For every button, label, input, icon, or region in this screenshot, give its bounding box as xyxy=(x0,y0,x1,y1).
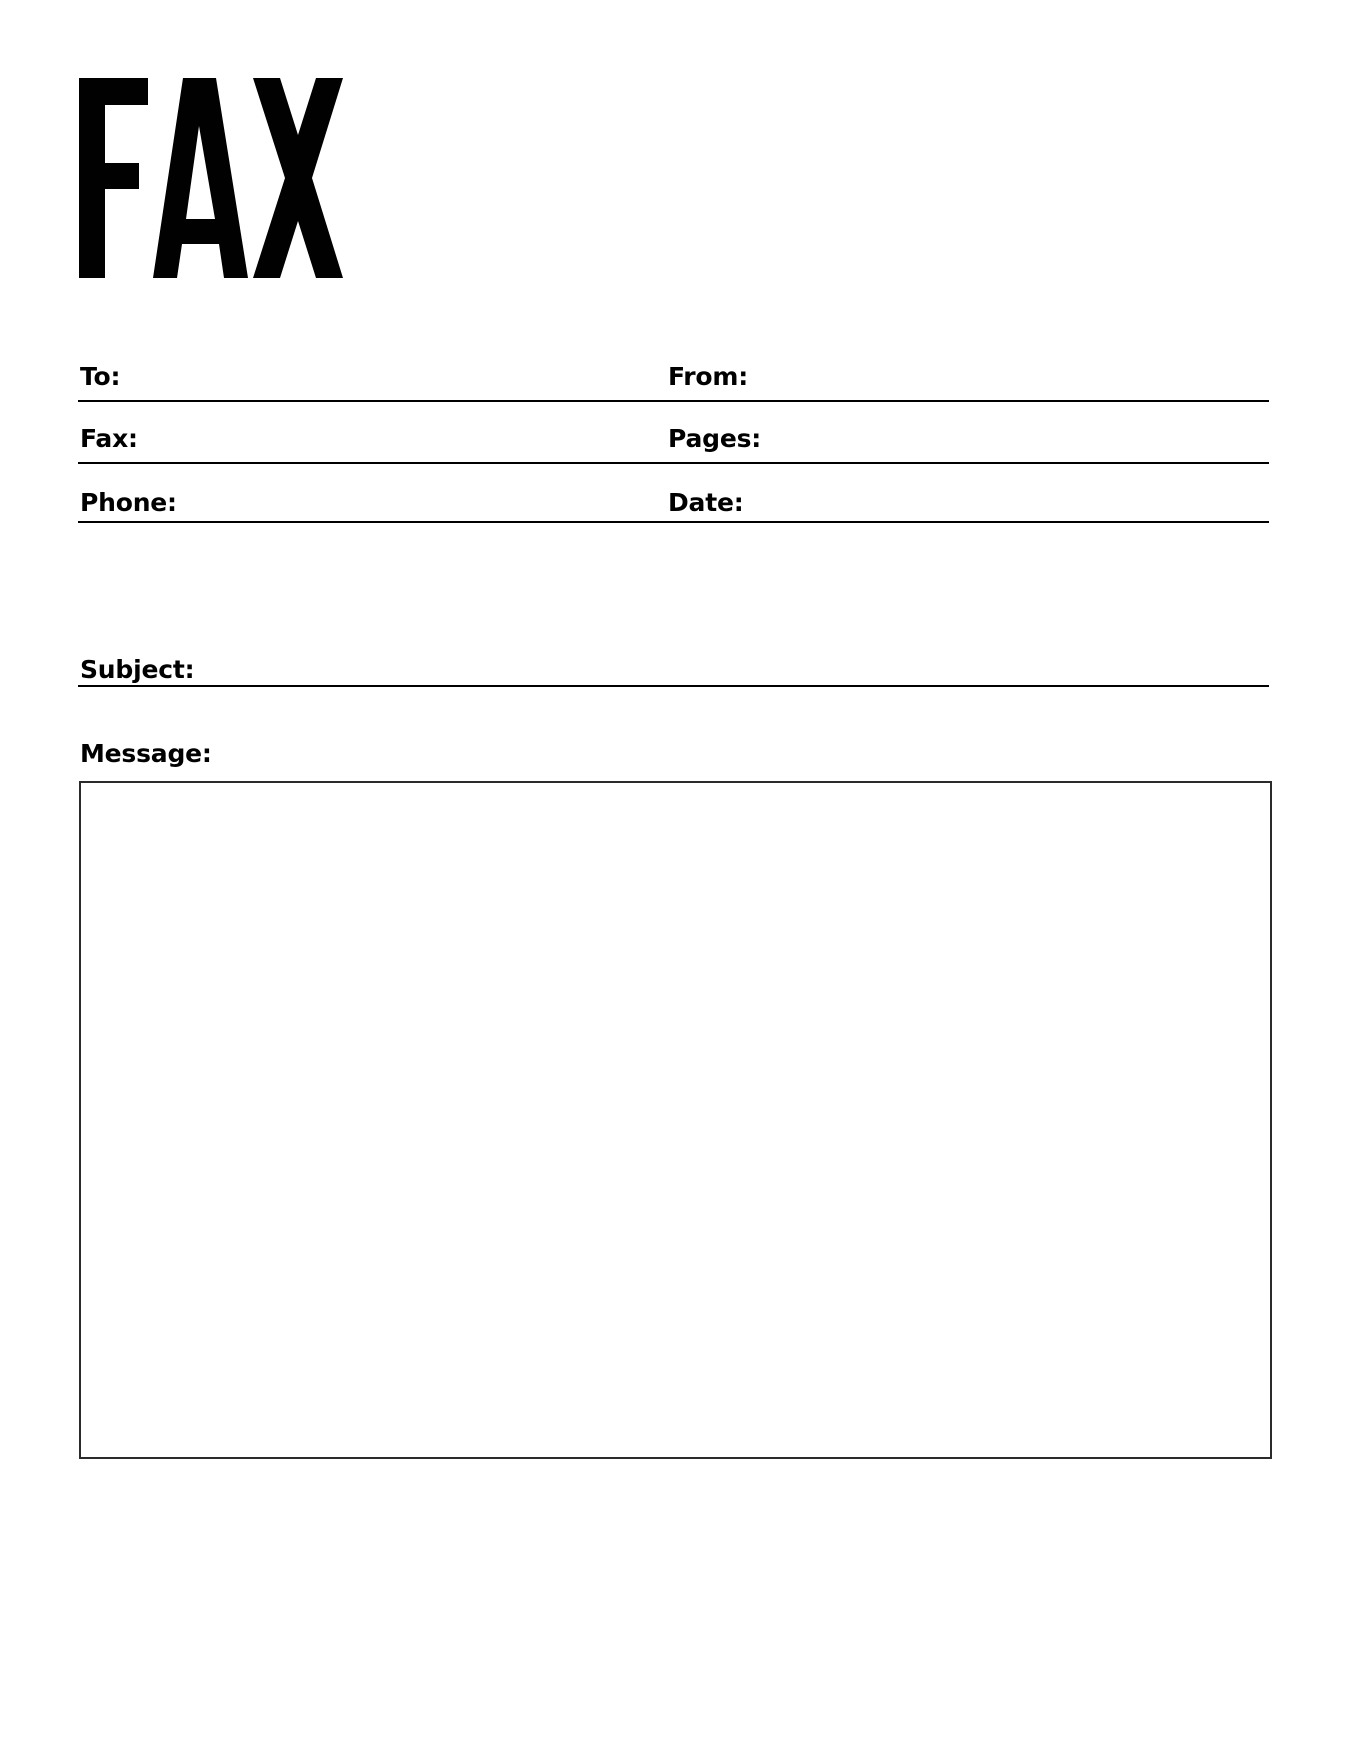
field-input-phone[interactable] xyxy=(185,491,663,521)
field-label-from: From: xyxy=(668,362,749,391)
fax-logo xyxy=(79,78,343,278)
field-underline-row-1 xyxy=(78,400,1269,402)
subject-underline xyxy=(78,685,1269,687)
field-input-pages[interactable] xyxy=(782,430,1268,460)
subject-input[interactable] xyxy=(210,655,1266,685)
field-label-fax: Fax: xyxy=(80,424,138,453)
field-input-date[interactable] xyxy=(782,491,1268,521)
field-underline-row-3 xyxy=(78,521,1269,523)
field-label-date: Date: xyxy=(668,488,744,517)
fax-logo-text xyxy=(79,278,80,279)
field-input-from[interactable] xyxy=(782,368,1268,398)
field-input-to[interactable] xyxy=(185,368,663,398)
field-label-subject: Subject: xyxy=(80,655,195,684)
field-label-phone: Phone: xyxy=(80,488,177,517)
field-label-to: To: xyxy=(80,362,121,391)
field-input-fax[interactable] xyxy=(185,430,663,460)
field-label-message: Message: xyxy=(80,739,212,768)
field-label-pages: Pages: xyxy=(668,424,762,453)
fax-logo-glyphs xyxy=(79,78,343,278)
message-input[interactable] xyxy=(79,781,1272,1459)
field-underline-row-2 xyxy=(78,462,1269,464)
